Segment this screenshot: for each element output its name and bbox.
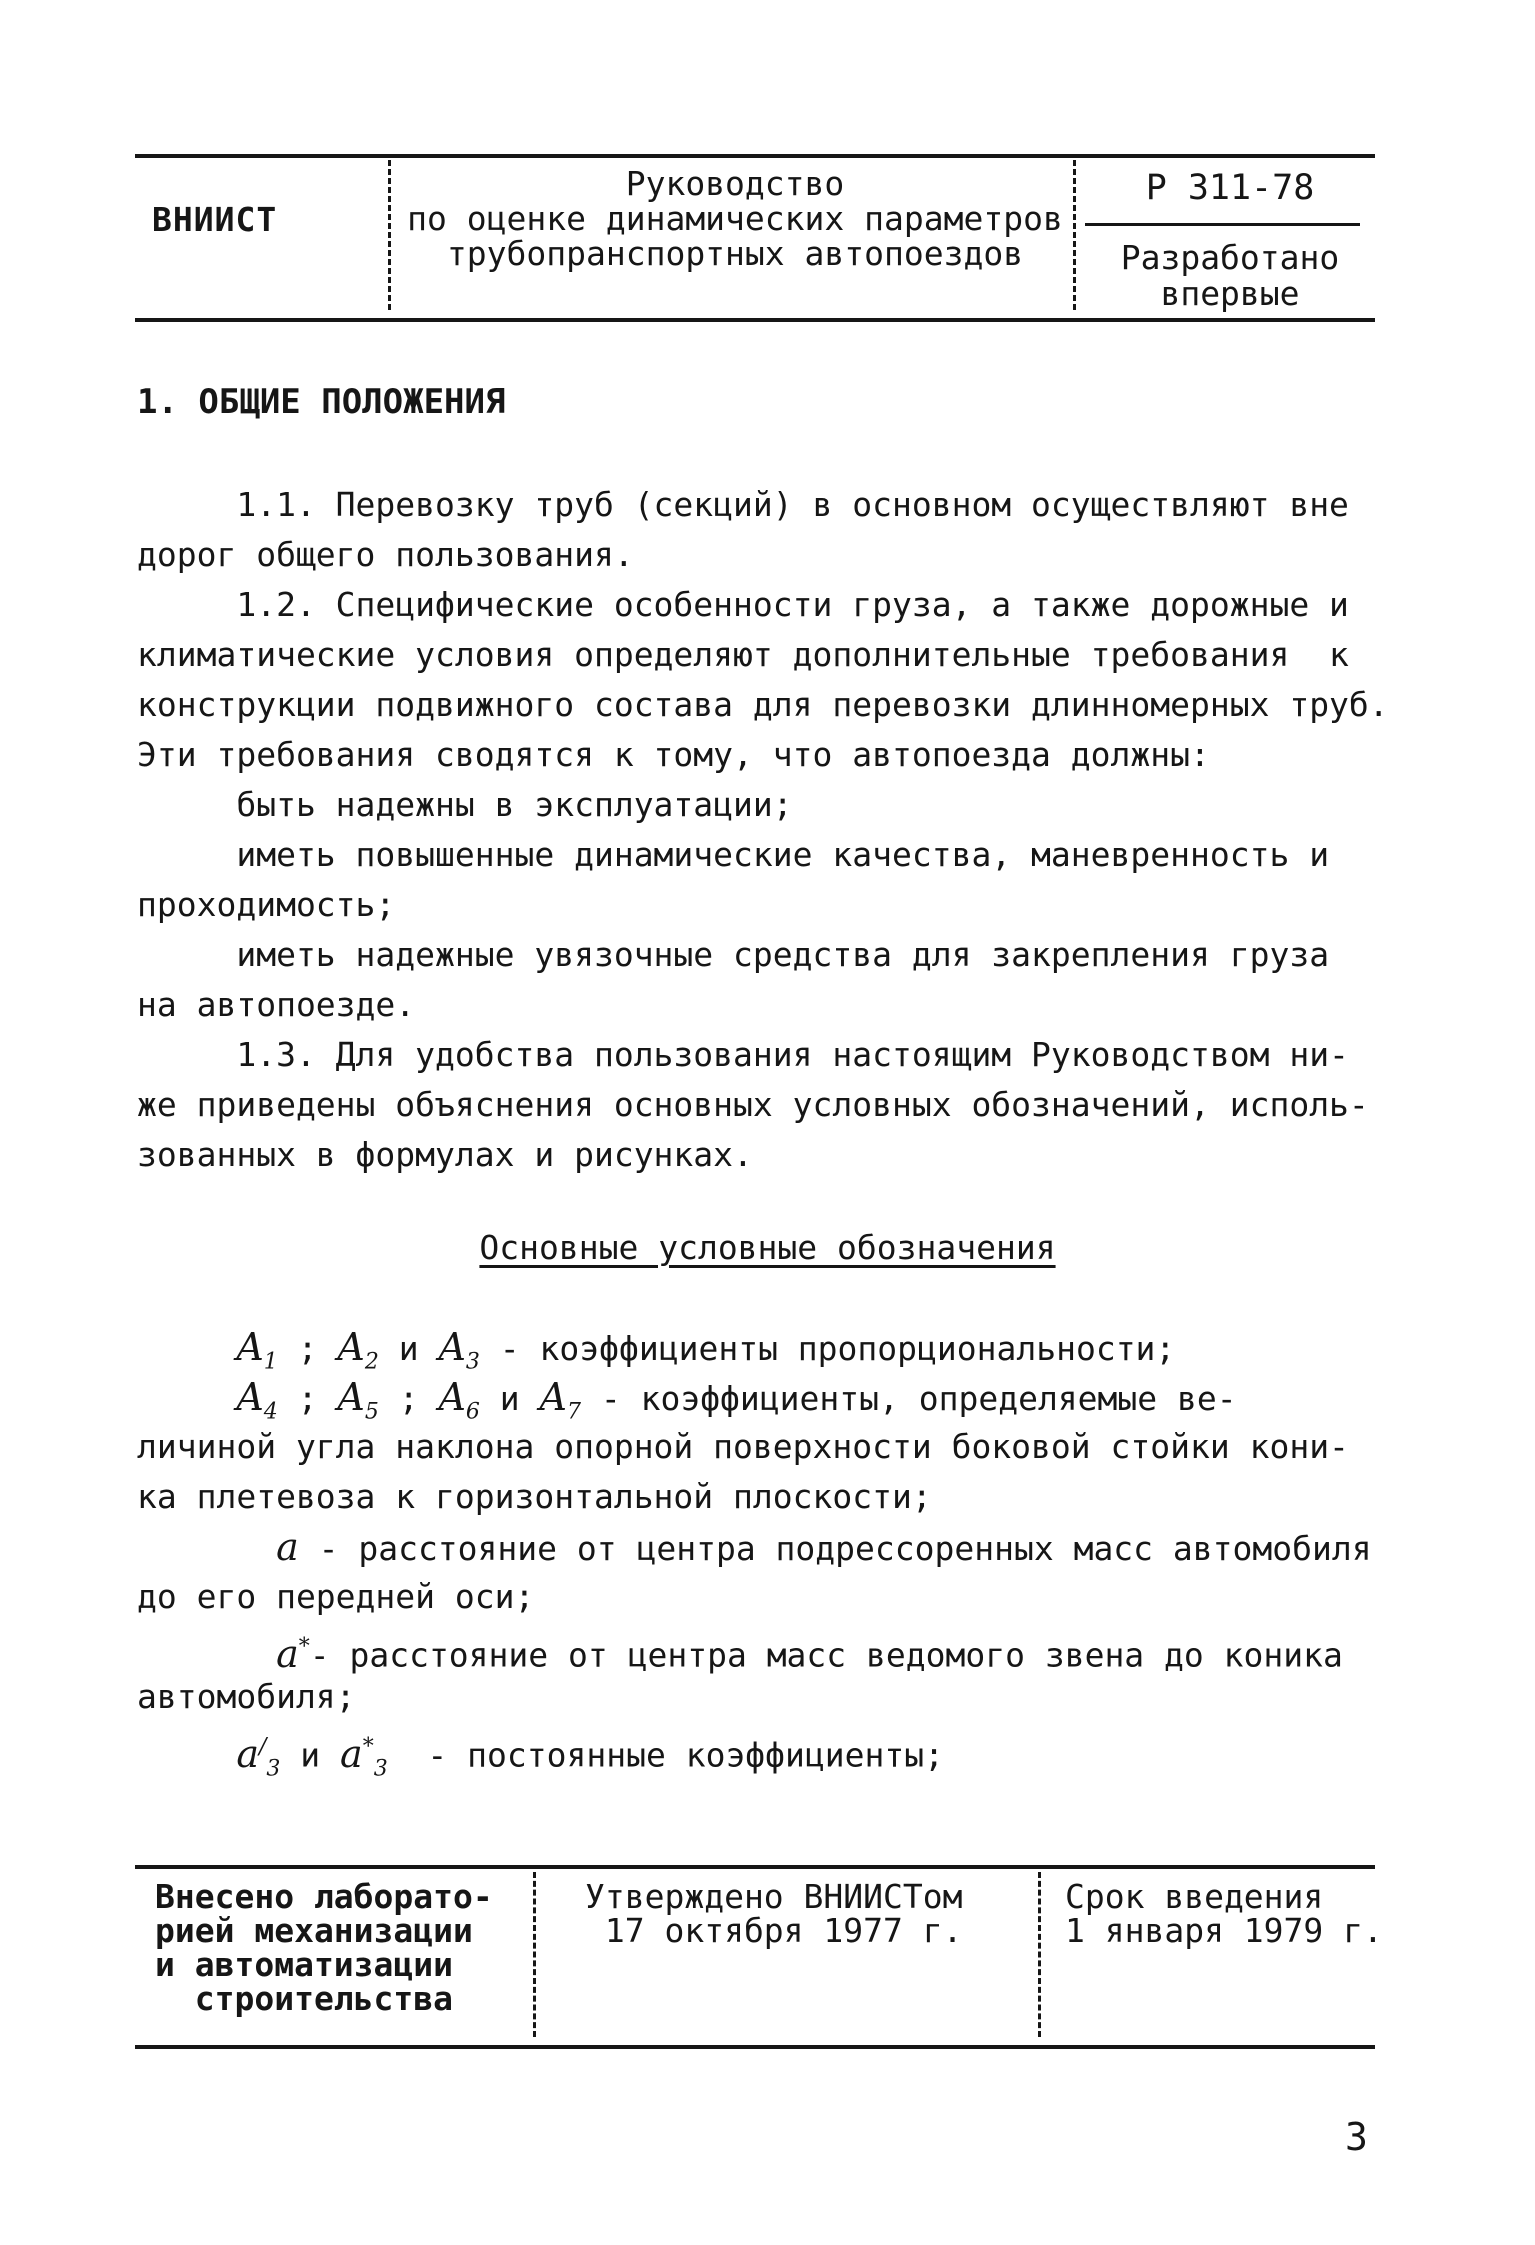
section-heading: 1. ОБЩИЕ ПОЛОЖЕНИЯ [137, 382, 506, 422]
notation-def-a-star: - расстояние от центра масс ведомого звена до коника [309, 1635, 1343, 1675]
header-top-rule [135, 154, 1375, 158]
conjunction: и [378, 1329, 439, 1368]
notation-def-a1-a3: - коэффициенты пропорциональности; [479, 1329, 1176, 1368]
notation-def-a-cont: до его передней оси; [137, 1577, 535, 1616]
header-document-code: Р 311-78 [1145, 168, 1315, 208]
notation-def-a: - расстояние от центра подрессоренных масс автомобиля [298, 1529, 1372, 1568]
footer-effective-date: Срок введения 1 января 1979 г. [1065, 1877, 1383, 1950]
header-organization: ВНИИСТ [152, 200, 278, 239]
symbol-a3: $A_3$ [438, 1325, 480, 1375]
separator: ; [378, 1379, 439, 1418]
paragraph-1-1: 1.1. Перевозку труб (секций) в основном осуществляют вне дорог общего пользования. [137, 485, 1349, 574]
footer-top-rule [135, 1865, 1375, 1869]
symbol-a6: $A_6$ [438, 1375, 480, 1425]
page-number: 3 [1345, 2115, 1368, 2159]
symbol-a5: $A_5$ [337, 1375, 379, 1425]
symbol-a2: $A_2$ [337, 1325, 379, 1375]
paragraph-1-2: 1.2. Специфические особенности груза, а также дорожные и климатические условия определяют дополнительные требования к конструкции подвижного состава для перевозки длинномерных труб. Эти требования сводятся к тому, что автопоезда должны: [137, 585, 1389, 774]
notation-line-a [137, 1522, 1392, 1574]
header-developed-note: Разработано впервые [1120, 238, 1340, 313]
symbol-a1: $A_1$ [236, 1325, 278, 1375]
symbol-a3-star: $a^*_3$ [340, 1731, 388, 1782]
header-document-title: Руководство по оценке динамических параметров трубопранспортных автопоездов [407, 164, 1063, 273]
notation-def-a-star-cont: автомобиля; [137, 1677, 356, 1716]
conjunction: и [479, 1379, 540, 1418]
header-bottom-rule [135, 318, 1375, 322]
notation-heading: Основные условные обозначения [479, 1228, 1056, 1267]
symbol-a4: $A_4$ [236, 1375, 278, 1425]
symbol-a7: $A_7$ [539, 1375, 581, 1425]
requirement-fastening: иметь надежные увязочные средства для закрепления груза на автопоезде. [137, 935, 1330, 1024]
notation-def-a4-a7: - коэффициенты, определяемые ве- [580, 1379, 1237, 1418]
footer-separator-right [1038, 1872, 1041, 2037]
symbol-a: a [276, 1525, 299, 1569]
footer-introduced-by: Внесено лаборато- рией механизации и автоматизации строительства [155, 1877, 493, 2018]
conjunction: и [280, 1735, 341, 1775]
symbol-a-star: a* [276, 1631, 310, 1676]
notation-def-a4-a7-cont: личиной угла наклона опорной поверхности боковой стойки кони- ка плетевоза к горизонтальной плоскости; [137, 1427, 1349, 1516]
notation-line-a3-coeffs [137, 1722, 1392, 1794]
requirement-reliable: быть надежны в эксплуатации; [137, 785, 793, 824]
paragraph-1-3: 1.3. Для удобства пользования настоящим Руководством ни- же приведены объяснения основных условных обозначений, исполь- зованных в формулах и рисунках. [137, 1035, 1369, 1174]
footer-approved-by: Утверждено ВНИИСТом 17 октября 1977 г. [585, 1877, 963, 1950]
header-code-divider [1085, 223, 1360, 226]
requirement-dynamics: иметь повышенные динамические качества, маневренность и проходимость; [137, 835, 1330, 924]
symbol-a3-prime: $a^/_3$ [236, 1731, 281, 1782]
separator: ; [277, 1329, 338, 1368]
footer-separator-left [533, 1872, 536, 2037]
notation-def-a3-coeffs: - постоянные коэффициенты; [387, 1735, 944, 1775]
separator: ; [277, 1379, 338, 1418]
footer-bottom-rule [135, 2045, 1375, 2049]
header-separator-left [388, 160, 391, 310]
